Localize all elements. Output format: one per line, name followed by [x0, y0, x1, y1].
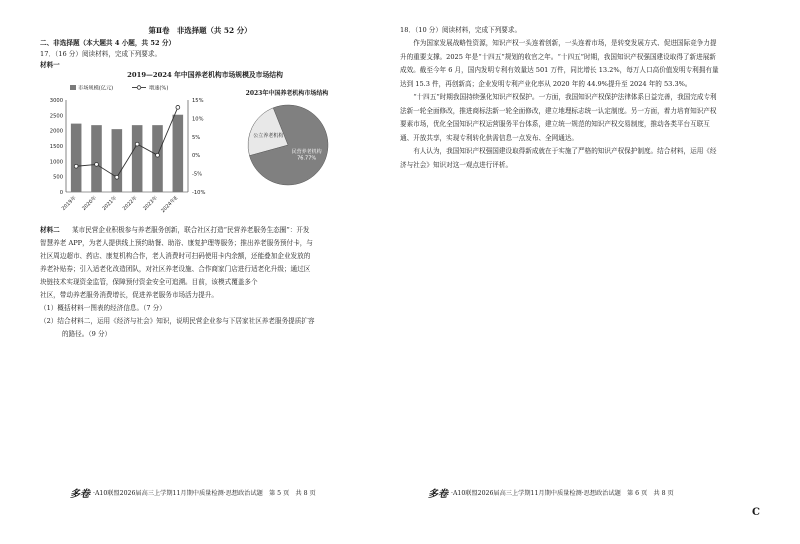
x-tick-label: 2023年 — [142, 195, 159, 212]
chart-title: 2019—2024 年中国养老机构市场规模及市场结构 — [127, 71, 283, 79]
bar — [91, 125, 102, 192]
material-2-line: 智慧养老 APP，为老人提供线上预约助餐、助浴、康复护理等服务；推出养老服务预付卡，与 — [40, 239, 313, 247]
material-2-line: 某市民营企业积极参与养老服务创新，联合社区打造“民营养老服务生态圈”：开发 — [72, 226, 310, 234]
question-17-2-cont: 的路径。（9 分） — [62, 330, 112, 338]
material-1-label: 材料一 — [40, 61, 60, 69]
bar — [71, 124, 82, 192]
y-right-tick-label: 15% — [192, 98, 204, 104]
pie-slice-label: 公立养老机构 — [253, 133, 284, 140]
y-left-tick-label: 2500 — [49, 113, 63, 120]
growth-point — [156, 153, 160, 157]
growth-point — [176, 105, 180, 109]
y-left-tick-label: 500 — [53, 174, 63, 181]
pie-slice-label: 民营养老机构 — [291, 149, 322, 156]
growth-point — [95, 163, 99, 167]
bar — [132, 125, 143, 192]
question-17-2: （2）结合材料二，运用《经济与社会》知识，说明民营企业参与下居家社区养老服务提质扩容 — [40, 317, 315, 325]
footer-brand: 多卷 — [70, 489, 90, 500]
y-right-tick-label: 5% — [192, 134, 201, 141]
footer-left — [70, 485, 316, 500]
chart-legend — [70, 84, 168, 92]
bar — [152, 125, 163, 192]
pie-slice-label: 76.77% — [297, 155, 317, 162]
y-right-tick-label: -5% — [192, 171, 203, 178]
material-paragraph-1: 作为国家发展战略性资源，知识产权一头连着创新，一头连着市场，是转变发展方式、促进国际竞争力提升的重要支撑。2025 年是“十四五”规划的收官之年。“十四五”时期，我国知识产权强国建设取得了新进展新成效。截至今年 6 月，国内发明专利有效量达 501 万件，同比增长 13.2%，每万人口高价值发明专利拥有量达到 15.3 件，再创新高；企业发明专利产业化率从 2020 年的 44.9%提升至 2024 年的 53.3%。 — [400, 39, 719, 88]
legend-swatch-point — [137, 86, 141, 90]
bar-line-chart — [40, 82, 230, 220]
growth-point — [74, 164, 78, 168]
x-tick-label: 2022年 — [121, 195, 139, 212]
y-right-tick-label: 0% — [192, 153, 201, 160]
pie-title: 2023年中国养老机构市场结构 — [245, 90, 329, 97]
y-left-tick-label: 3000 — [49, 98, 63, 104]
page-6 — [400, 0, 800, 544]
material-2-line: 社区，带动养老服务消费增长，促进养老服务市场活力提升。 — [40, 291, 219, 299]
footer-brand: 多卷 — [428, 489, 448, 500]
material-paragraph-2: “十四五”时期我国持续强化知识产权保护。一方面，我国知识产权保护法律体系日益完善，我国完成专利法新一轮全面修改，推进商标法新一轮全面修改，建立地理标志统一认定制度。另一方面，着力培育知识产权要素市场，优化全国知识产权运营服务平台体系，建立统一规范的知识产权交易制度，推动各类平台互联互通、开放共享，实现专利转化供需信息一点发布、全网通达。 — [400, 93, 717, 142]
footer-text: ·A10联盟2026届高三上学期11月期中质量检测·思想政治试题 第 6 页 共 8 页 — [451, 490, 674, 497]
material-2-line: 养老补贴券；引入适老化改造团队，对社区养老设施、合作商家门店进行适老化升级；通过区 — [40, 265, 311, 273]
y-right-tick-label: -10% — [192, 190, 206, 196]
x-tick-label: 2020年 — [81, 195, 98, 212]
section-heading: 二、非选择题（本大题共 4 小题，共 52 分） — [40, 39, 176, 47]
x-tick-label: 2021年 — [101, 195, 119, 212]
x-tick-label: 2024年E — [160, 195, 180, 215]
question-17-1: （1）概括材料一图表的经济信息。（7 分） — [40, 304, 166, 312]
footer-text: ·A10联盟2026届高三上学期11月期中质量检测·思想政治试题 第 5 页 共 8 页 — [93, 490, 316, 497]
question-18-intro: 18．（10 分）阅读材料，完成下列要求。 — [400, 26, 522, 34]
material-2-line: 块链技术实现资金监管，保障预付资金安全可追溯。目前，该模式覆盖多个 — [40, 278, 258, 286]
y-left-tick-label: 1500 — [49, 144, 63, 150]
legend-label: 市场规模(亿元) — [78, 85, 114, 92]
chart-bars — [71, 115, 183, 192]
y-left-tick-label: 0 — [59, 190, 63, 196]
pie-chart — [238, 100, 338, 190]
chart-x-labels — [60, 194, 179, 214]
y-left-tick-label: 2000 — [49, 128, 63, 135]
section-title: 第Ⅱ卷 非选择题（共 52 分） — [148, 26, 252, 35]
x-tick-label: 2019年 — [60, 195, 78, 212]
question-17-intro: 17．（16 分）阅读材料，完成下列要求。 — [40, 50, 162, 58]
legend-label: 增速(%) — [149, 85, 169, 92]
growth-point — [115, 175, 119, 179]
material-2-label: 材料二 — [40, 226, 60, 234]
y-left-tick-label: 1000 — [49, 159, 63, 166]
material-2-line: 社区周边超市、药店、康复机构合作，老人消费时可扫码使用卡内余额，还能叠加企业发放的 — [40, 252, 311, 260]
bar — [112, 129, 123, 192]
exam-version-mark: C — [752, 507, 760, 518]
bar — [173, 115, 184, 192]
footer-right — [428, 485, 674, 500]
legend-swatch-bar — [70, 85, 76, 90]
chart-growth-line — [74, 105, 179, 179]
y-right-tick-label: 10% — [192, 116, 204, 123]
growth-point — [135, 142, 139, 146]
question-18-prompt: 有人认为，我国知识产权强国建设取得新成就在于实施了严格的知识产权保护制度。结合材料，运用《经济与社会》知识对这一观点进行评析。 — [400, 147, 717, 169]
